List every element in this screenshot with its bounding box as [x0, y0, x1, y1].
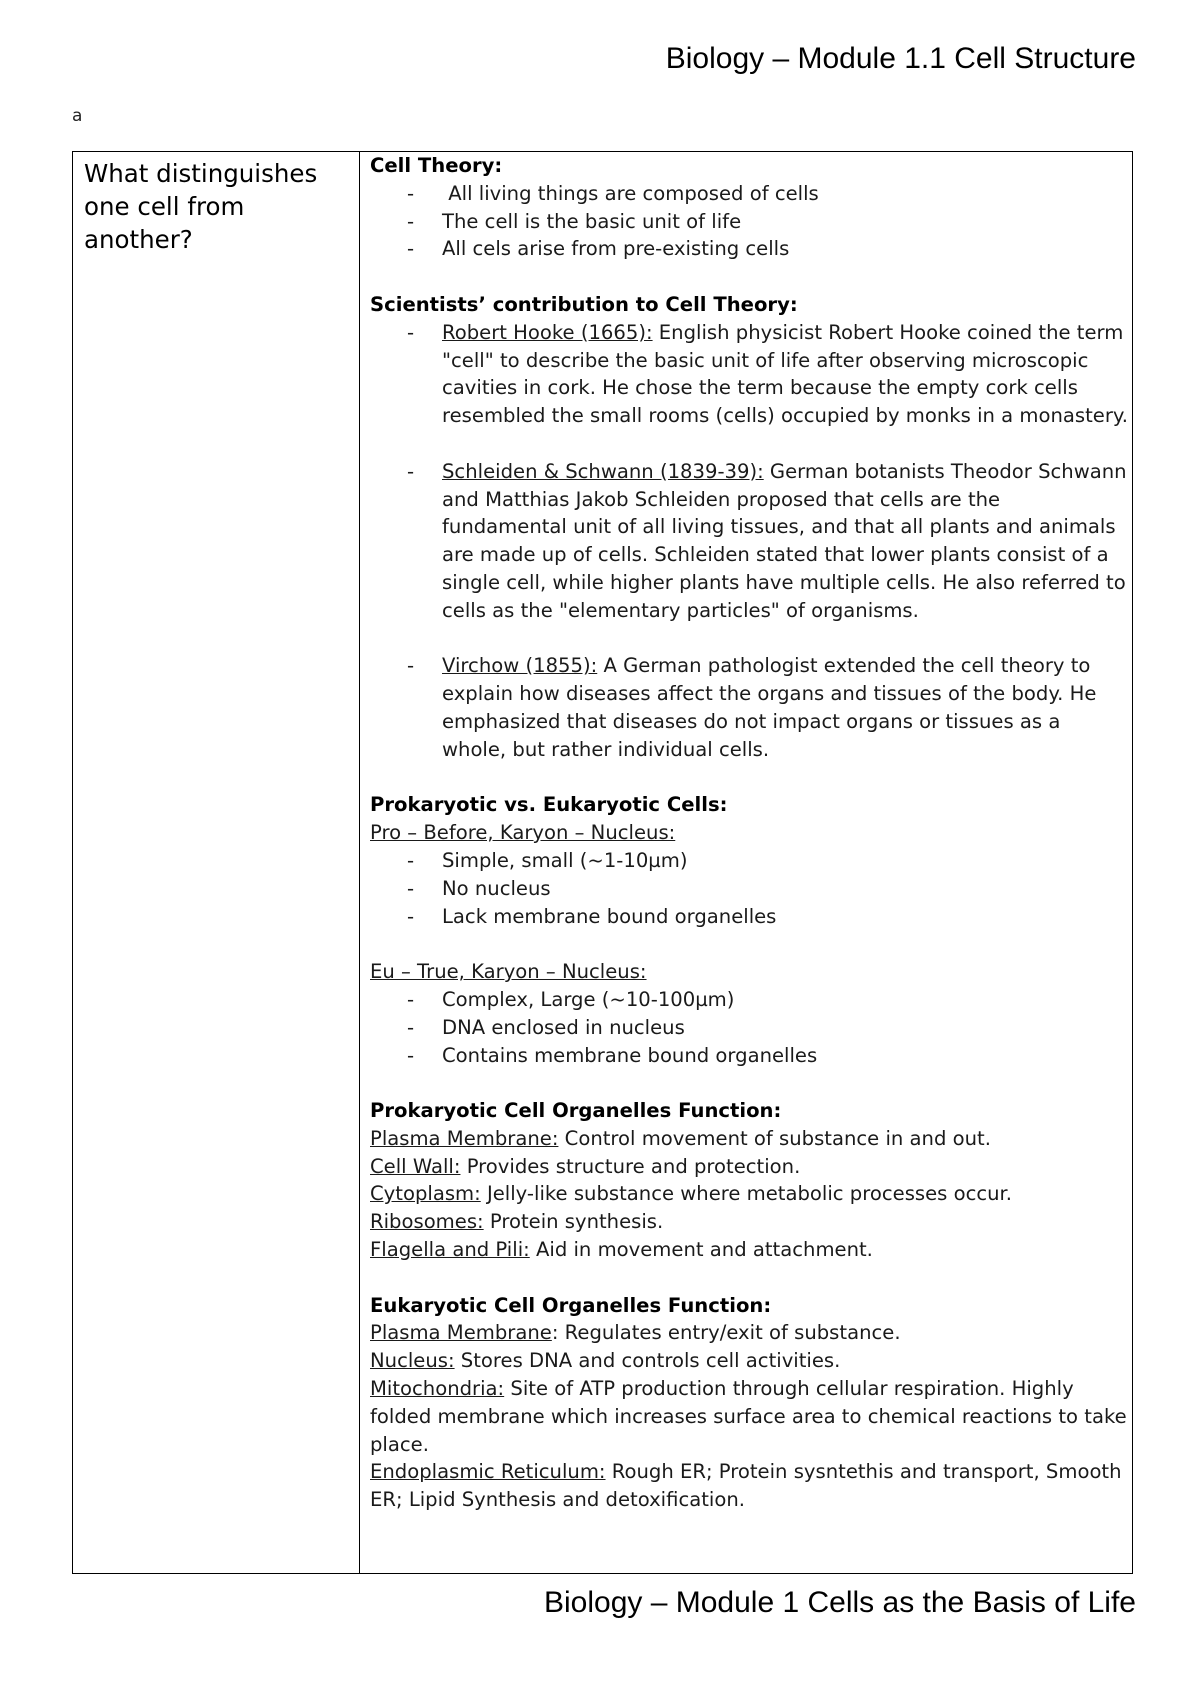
column-divider [359, 152, 360, 1573]
list-item: - Simple, small (~1-10µm) [370, 847, 1130, 875]
organelle-desc: Aid in movement and attachment. [529, 1238, 873, 1262]
organelle-row [370, 1347, 1130, 1375]
organelle-term: Mitochondria: [370, 1377, 505, 1401]
scientist-entry-hooke [370, 319, 1130, 430]
organelle-term: Cell Wall: [370, 1154, 461, 1178]
scientist-entry-virchow [370, 652, 1130, 763]
list-item: - All living things are composed of cells [370, 180, 1130, 208]
organelle-desc: Jelly-like substance where metabolic processes occur. [480, 1182, 1013, 1206]
scientist-name: Schleiden & Schwann (1839-39): [442, 459, 764, 483]
scientist-text: A German pathologist extended the cell theory to explain how diseases affect the organs and tissues of the body. He emphasized that diseases do not impact organs or tissues as a whole, but rather individual cells. [442, 654, 1097, 761]
pro-label: Pro – Before, Karyon – Nucleus: [370, 821, 676, 845]
cell-theory-heading: Cell Theory: [370, 154, 503, 177]
answer-cell [370, 152, 1130, 1514]
organelle-desc: Provides structure and protection. [460, 1154, 801, 1178]
list-item: - The cell is the basic unit of life [370, 208, 1130, 236]
organelle-desc: Site of ATP production through cellular respiration. Highly folded membrane which increases surface area to chemical reactions to take place. [370, 1377, 1127, 1456]
organelle-desc: Rough ER; Protein sysntethis and transport, Smooth ER; Lipid Synthesis and detoxification. [370, 1460, 1122, 1512]
pro-list [370, 847, 1130, 930]
page-footer-title: Biology – Module 1 Cells as the Basis of Life [544, 1586, 1136, 1619]
list-item: - Complex, Large (~10-100µm) [370, 986, 1130, 1014]
organelle-row [370, 1153, 1130, 1181]
organelle-row [370, 1458, 1130, 1514]
scientist-text: German botanists Theodor Schwann and Matthias Jakob Schleiden proposed that cells are the fundamental unit of all living tissues, and that all plants and animals are made up of cells. Schleiden stated that lower plants consist of a single cell, while higher plants have multiple cells. He also referred to cells as the "elementary particles" of organisms. [442, 459, 1127, 622]
organelle-term: Endoplasmic Reticulum: [370, 1460, 606, 1484]
prokaryotic-organelles-heading: Prokaryotic Cell Organelles Function: [370, 1099, 782, 1123]
eukaryotic-organelles-heading: Eukaryotic Cell Organelles Function: [370, 1293, 772, 1317]
organelle-desc: Control movement of substance in and out. [558, 1126, 991, 1150]
scientists-list [370, 319, 1130, 430]
organelle-term: Plasma Membrane [370, 1321, 552, 1345]
organelle-row [370, 1236, 1130, 1264]
organelle-term: Ribosomes: [370, 1210, 484, 1234]
organelle-term: Flagella and Pili: [370, 1238, 530, 1262]
notes-table [72, 151, 1133, 1574]
organelle-row [370, 1319, 1130, 1347]
list-item: - All cels arise from pre-existing cells [370, 235, 1130, 263]
list-item: - Lack membrane bound organelles [370, 903, 1130, 931]
stray-text: a [72, 106, 83, 126]
organelle-desc: Protein synthesis. [483, 1210, 664, 1234]
list-item: - DNA enclosed in nucleus [370, 1014, 1130, 1042]
organelle-row [370, 1125, 1130, 1153]
organelle-term: Nucleus: [370, 1349, 455, 1373]
scientists-heading: Scientists’ contribution to Cell Theory: [370, 292, 798, 316]
organelle-desc: : Regulates entry/exit of substance. [551, 1321, 901, 1345]
pro-vs-eu-heading: Prokaryotic vs. Eukaryotic Cells: [370, 793, 728, 817]
organelle-desc: Stores DNA and controls cell activities. [454, 1349, 841, 1373]
organelle-row [370, 1208, 1130, 1236]
organelle-row [370, 1180, 1130, 1208]
cell-theory-list [370, 180, 1130, 263]
question-cell: What distinguishes one cell from another? [84, 159, 318, 254]
page-header-title: Biology – Module 1.1 Cell Structure [665, 42, 1136, 75]
list-item: - Contains membrane bound organelles [370, 1042, 1130, 1070]
list-item: - No nucleus [370, 875, 1130, 903]
scientist-text: English physicist Robert Hooke coined the term "cell" to describe the basic unit of life after observing microscopic cavities in cork. He chose the term because the empty cork cells resembled the small rooms (cells) occupied by monks in a monastery. [442, 320, 1128, 428]
eu-list [370, 986, 1130, 1069]
organelle-term: Cytoplasm: [370, 1182, 481, 1206]
scientist-name: Robert Hooke (1665): [442, 320, 653, 344]
organelle-row [370, 1375, 1130, 1458]
organelle-term: Plasma Membrane: [370, 1126, 559, 1150]
scientist-entry-schleiden-schwann [370, 458, 1130, 625]
scientist-name: Virchow (1855): [442, 654, 598, 678]
eu-label: Eu – True, Karyon – Nucleus: [370, 960, 647, 984]
